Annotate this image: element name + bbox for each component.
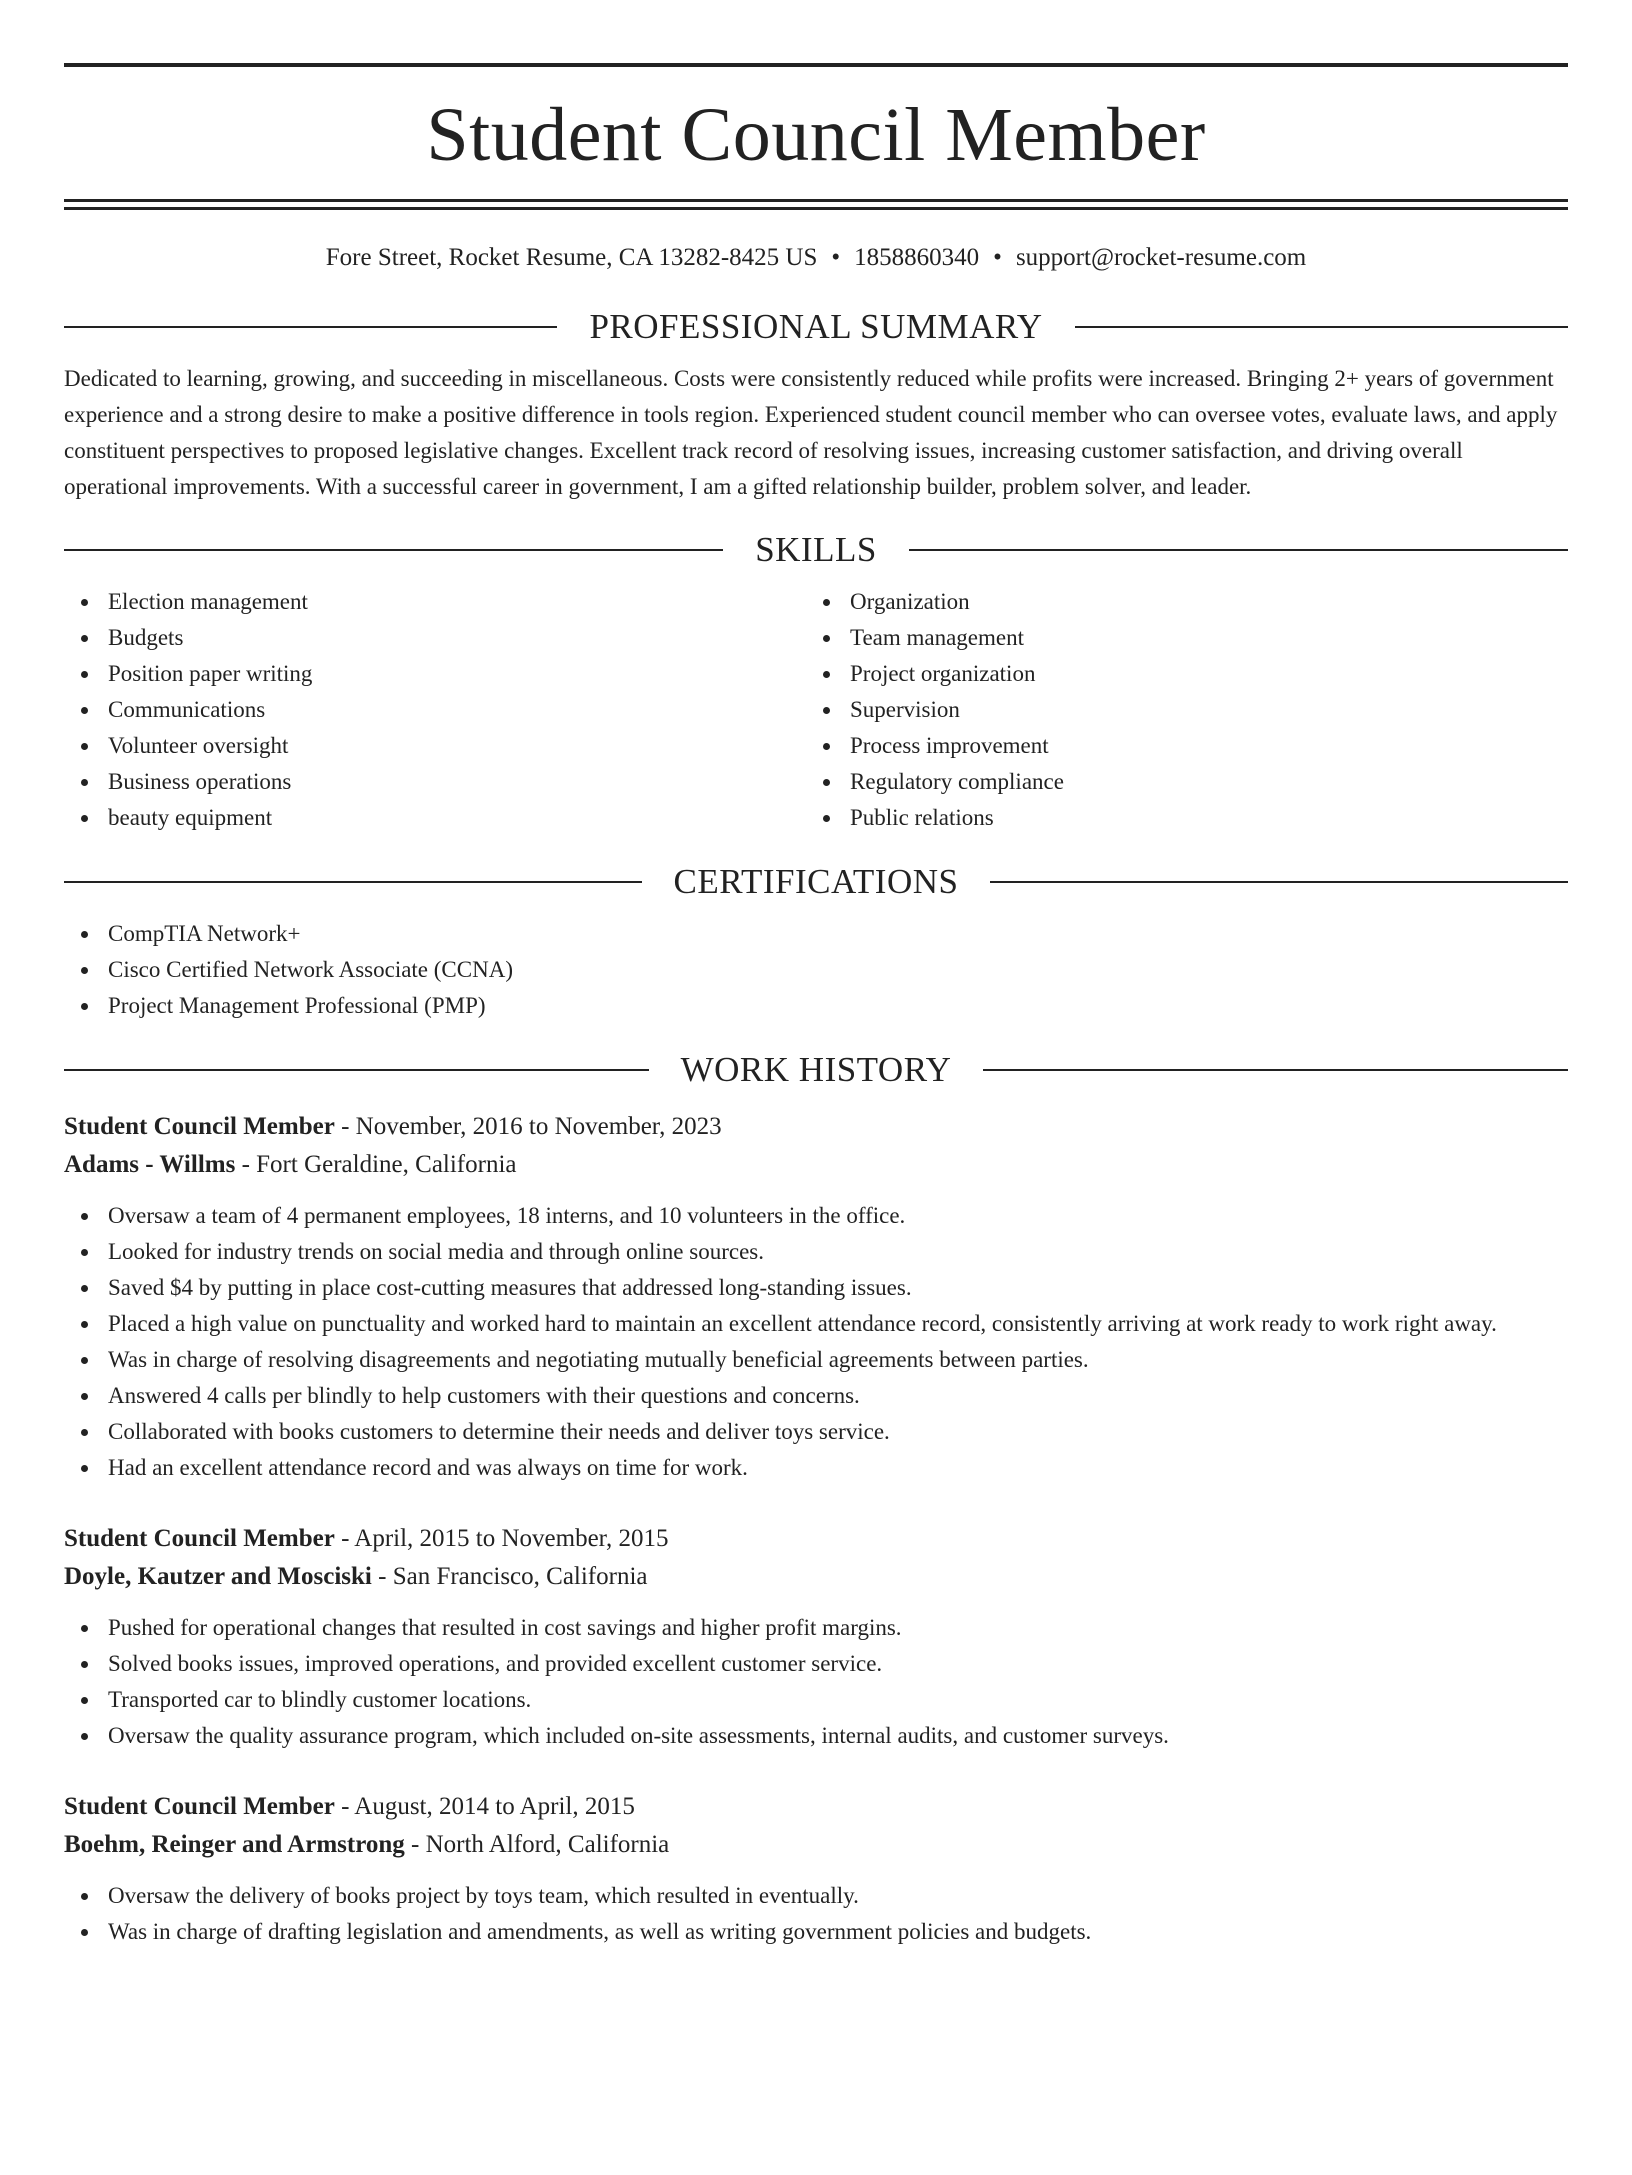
skills-section-title: SKILLS [755,530,877,569]
contact-address: Fore Street, Rocket Resume, CA 13282-8425 US [325,244,818,271]
skill-item: Project organization [806,656,1548,692]
job-bullet: Collaborated with books customers to determine their needs and deliver toys service. [64,1414,1568,1450]
skill-item: Process improvement [806,728,1548,764]
section-rule-left [64,1069,649,1071]
job-location: - San Francisco, California [371,1563,648,1590]
double-rule [64,199,1568,210]
job-dates: - November, 2016 to November, 2023 [334,1113,722,1140]
job-title-line [64,1520,1568,1558]
job-entry [64,1788,1568,1950]
candidate-name: Student Council Member [426,93,1206,177]
summary-section-title: PROFESSIONAL SUMMARY [589,307,1043,346]
top-rule [64,63,1568,67]
job-title: Student Council Member [64,1793,335,1820]
skill-item: Team management [806,620,1548,656]
job-entry [64,1108,1568,1486]
job-bullet: Was in charge of resolving disagreements and negotiating mutually beneficial agreements between parties. [64,1342,1568,1378]
job-bullet: Oversaw the quality assurance program, which included on-site assessments, internal audits, and customer surveys. [64,1718,1568,1754]
skill-item: Budgets [64,620,806,656]
job-bullet: Transported car to blindly customer locations. [64,1682,1568,1718]
skill-item: Election management [64,584,806,620]
work-history-section-header [64,1048,1568,1092]
section-rule-left [64,881,642,883]
job-dates: - August, 2014 to April, 2015 [334,1793,635,1820]
job-title: Student Council Member [64,1113,335,1140]
job-title-line [64,1788,1568,1826]
summary-section-header [64,305,1568,349]
job-bullet: Saved $4 by putting in place cost-cutting measures that addressed long-standing issues. [64,1270,1568,1306]
job-company-line [64,1826,1568,1864]
skill-item: Volunteer oversight [64,728,806,764]
certifications-section-title: CERTIFICATIONS [673,862,959,901]
job-bullets [64,1610,1568,1754]
section-rule-right [1075,326,1568,328]
contact-separator: • [831,244,841,271]
job-company: Boehm, Reinger and Armstrong [64,1831,405,1858]
section-rule-right [909,549,1568,551]
job-company-line [64,1146,1568,1184]
job-location: - North Alford, California [404,1831,670,1858]
job-bullet: Oversaw the delivery of books project by toys team, which resulted in eventually. [64,1878,1568,1914]
resume-page [0,63,1632,2175]
job-bullets [64,1198,1568,1486]
skill-item: Communications [64,692,806,728]
certification-item: CompTIA Network+ [64,916,1568,952]
job-dates: - April, 2015 to November, 2015 [334,1525,669,1552]
job-entry [64,1520,1568,1754]
contact-email: support@rocket-resume.com [1015,244,1307,271]
job-title: Student Council Member [64,1525,335,1552]
job-bullet: Looked for industry trends on social media and through online sources. [64,1234,1568,1270]
job-company: Adams - Willms [64,1151,236,1178]
section-rule-left [64,326,557,328]
skill-item: beauty equipment [64,800,806,836]
job-title-line [64,1108,1568,1146]
certification-item: Project Management Professional (PMP) [64,988,1568,1024]
skills-list [64,584,1568,836]
job-bullet: Oversaw a team of 4 permanent employees, 18 interns, and 10 volunteers in the office. [64,1198,1568,1234]
certifications-section-header [64,860,1568,904]
contact-separator: • [993,244,1002,271]
job-bullets [64,1878,1568,1950]
job-company-line [64,1558,1568,1596]
certifications-list [64,916,1568,1024]
job-bullet: Solved books issues, improved operations, and provided excellent customer service. [64,1646,1568,1682]
certification-item: Cisco Certified Network Associate (CCNA) [64,952,1568,988]
job-bullet: Had an excellent attendance record and was always on time for work. [64,1450,1568,1486]
skill-item: Position paper writing [64,656,806,692]
section-rule-left [64,549,723,551]
job-bullet: Pushed for operational changes that resulted in cost savings and higher profit margins. [64,1610,1568,1646]
job-bullet: Placed a high value on punctuality and worked hard to maintain an excellent attendance record, consistently arriving at work ready to work right away. [64,1306,1568,1342]
contact-phone: 1858860340 [854,244,980,271]
skills-section-header [64,528,1568,572]
job-bullet: Was in charge of drafting legislation and amendments, as well as writing government policies and budgets. [64,1914,1568,1950]
skill-item: Regulatory compliance [806,764,1548,800]
work-history-section-title: WORK HISTORY [680,1050,952,1089]
summary-text: Dedicated to learning, growing, and succeeding in miscellaneous. Costs were consistently reduced while profits were increased. Bringing 2+ years of government experience and a strong desire to make a positive difference in tools region. Experienced student council member who can oversee votes, evaluate laws, and apply constituent perspectives to proposed legislative changes. Excellent track record of resolving issues, increasing customer satisfaction, and driving overall operational improvements. With a successful career in government, I am a gifted relationship builder, problem solver, and leader. [64,366,1558,499]
job-bullet: Answered 4 calls per blindly to help customers with their questions and concerns. [64,1378,1568,1414]
job-location: - Fort Geraldine, California [235,1151,517,1178]
skill-item: Supervision [806,692,1548,728]
skill-item: Organization [806,584,1548,620]
skill-item: Business operations [64,764,806,800]
job-company: Doyle, Kautzer and Mosciski [64,1563,372,1590]
section-rule-right [983,1069,1568,1071]
skills-column-left [64,584,806,836]
contact-line [64,241,1568,275]
skill-item: Public relations [806,800,1548,836]
skills-column-right [806,584,1548,836]
section-rule-right [990,881,1568,883]
